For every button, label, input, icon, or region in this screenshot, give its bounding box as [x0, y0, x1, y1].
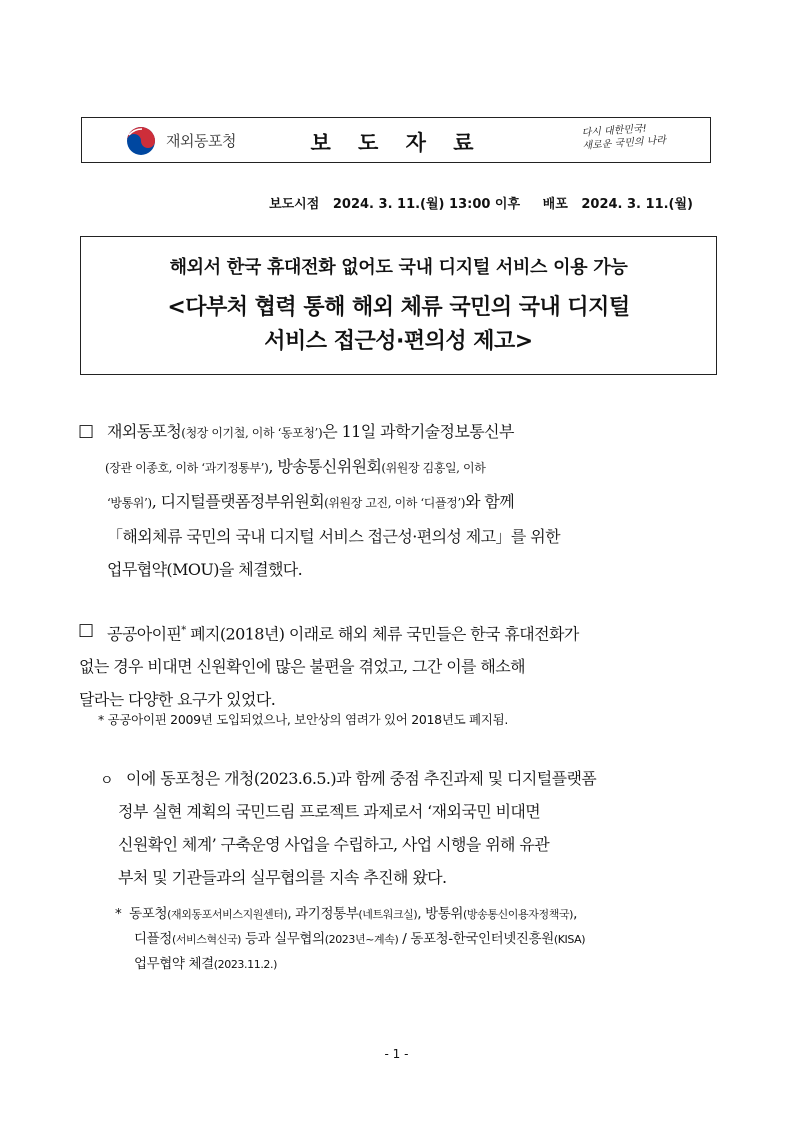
p1-text: 재외동포청 — [107, 422, 182, 441]
p1-small: (청장 이기철, 이하 ‘동포청’) — [181, 426, 323, 440]
slogan-line-1: 다시 대한민국! — [581, 123, 648, 139]
n3-small: (방송통신이용자정책국) — [463, 908, 574, 921]
p2-line-1 — [107, 614, 719, 650]
n3-text: , 방통위 — [417, 906, 464, 922]
p1-text: , 방송통신위원회 — [268, 457, 382, 476]
p1-small: (위원장 김홍일, 이하 — [381, 461, 486, 475]
p3-line-2: 정부 실현 계획의 국민드림 프로젝트 과제로서 ‘재외국민 비대면 — [118, 802, 541, 821]
p2-line-3: 달라는 다양한 요구가 있었다. — [79, 690, 276, 710]
footnote-star: * — [115, 906, 122, 922]
p1-line-1 — [107, 415, 719, 450]
p1-small: (위원장 고진, 이하 ‘디플정’) — [324, 496, 466, 510]
agency-name: 재외동포청 — [166, 132, 236, 150]
n3-small: (서비스혁신국) — [171, 933, 242, 946]
headline-sub-line-2: 서비스 접근성·편의성 제고> — [264, 329, 533, 354]
p1-text: , 디지털플랫폼정부위원회 — [151, 492, 325, 511]
p2-line-2: 없는 경우 비대면 신원확인에 많은 불편을 겪었고, 그간 이를 해소해 — [79, 657, 525, 677]
footnote-2 — [115, 902, 725, 977]
p3-line-4: 부처 및 기관들과의 실무협의를 지속 추진해 왔다. — [118, 868, 447, 887]
footnote-1: * 공공아이핀 2009년 도입되었으나, 보안상의 염려가 있어 2018년도 폐지됨. — [98, 712, 509, 727]
circle-bullet-icon: ㅇ — [100, 773, 114, 789]
n3-line-3 — [115, 952, 725, 977]
p1-small: (장관 이종호, 이하 ‘과기정통부’) — [105, 461, 269, 475]
slogan-line-2: 새로운 국민의 나라 — [582, 135, 667, 152]
n3-text: , — [573, 906, 577, 922]
n3-text: 동포청 — [129, 906, 168, 922]
paragraph-1 — [107, 415, 719, 586]
paragraph-2 — [79, 614, 719, 716]
square-bullet-icon: □ — [78, 620, 95, 640]
footnote-marker: * — [181, 625, 186, 636]
p1-line-5: 업무협약(MOU)을 체결했다. — [107, 560, 303, 579]
headline-box — [80, 236, 717, 375]
n3-small: (2023년~계속) — [324, 933, 399, 946]
n3-small: (네트워크실) — [358, 908, 418, 921]
n3-small: (재외동포서비스지원센터) — [167, 908, 288, 921]
n3-text: , 과기정통부 — [287, 906, 359, 922]
p2-text: 폐지(2018년) 이래로 해외 체류 국민들은 한국 휴대전화가 — [185, 624, 579, 644]
n3-text: / 동포청-한국인터넷진흥원 — [398, 931, 554, 947]
release-date-line: 보도시점 2024. 3. 11.(월) 13:00 이후 배포 2024. 3. 11.(월) — [269, 197, 693, 212]
paragraph-3 — [118, 762, 718, 894]
p1-small: ‘방통위’) — [107, 496, 152, 510]
p1-text: 와 함께 — [465, 492, 515, 511]
n3-small: (KISA) — [553, 933, 586, 946]
n3-small: (2023.11.2.) — [213, 958, 278, 971]
p1-line-2 — [105, 450, 719, 485]
headline-main: 해외서 한국 휴대전화 없어도 국내 디지털 서비스 이용 가능 — [169, 257, 628, 278]
n3-line-2 — [115, 927, 725, 952]
p1-line-3 — [107, 485, 719, 520]
headline-sub — [81, 291, 716, 359]
n3-text: 등과 실무협의 — [241, 931, 325, 947]
p1-line-4: 「해외체류 국민의 국내 디지털 서비스 접근성·편의성 제고」를 위한 — [107, 527, 560, 546]
press-release-title: 보 도 자 료 — [310, 131, 484, 155]
n3-text: 업무협약 체결 — [134, 956, 214, 972]
n3-text: 디플정 — [134, 931, 172, 947]
p3-line-1: 이에 동포청은 개청(2023.6.5.)과 함께 중점 추진과제 및 디지털플랫폼 — [126, 769, 597, 788]
p1-text: 은 11일 과학기술정보통신부 — [322, 422, 514, 441]
p3-line-3: 신원확인 체계’ 구축운영 사업을 수립하고, 사업 시행을 위해 유관 — [118, 835, 550, 854]
headline-sub-line-1: <다부처 협력 통해 해외 체류 국민의 국내 디지털 — [167, 295, 630, 320]
page-number: - 1 - — [384, 1047, 409, 1061]
n3-line-1 — [115, 902, 725, 927]
press-header — [81, 117, 711, 163]
p2-text: 공공아이핀 — [107, 624, 182, 644]
square-bullet-icon: □ — [78, 421, 95, 441]
